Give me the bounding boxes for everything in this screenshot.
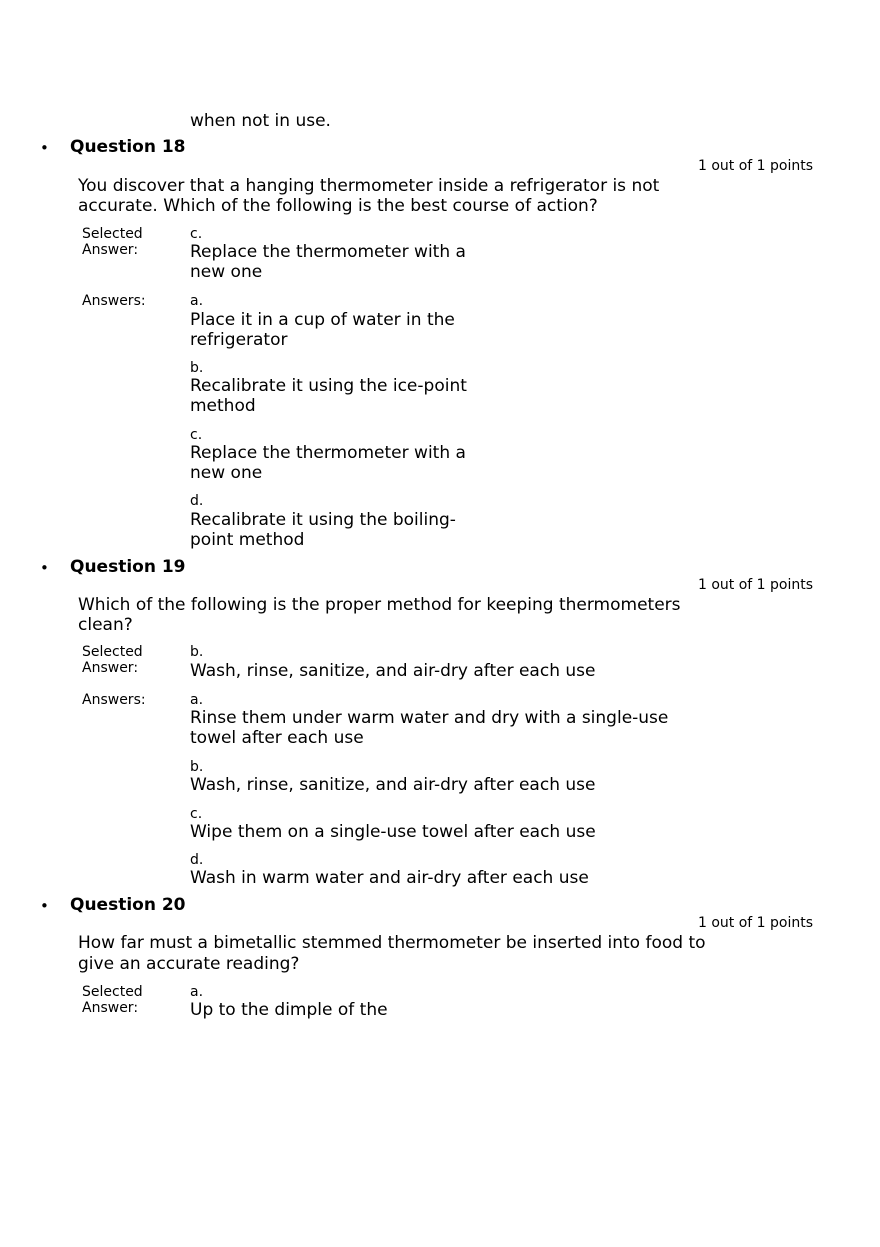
answer-text: Wipe them on a single-use towel after each use bbox=[190, 822, 596, 842]
question-prompt-line: clean? bbox=[78, 615, 133, 635]
answer-letter: a. bbox=[190, 692, 204, 708]
question-points: 1 out of 1 points bbox=[698, 915, 814, 931]
answer-letter: c. bbox=[190, 427, 203, 443]
question-title: Question 19 bbox=[70, 557, 186, 577]
bullet-icon: • bbox=[40, 559, 49, 577]
continuation-text: when not in use. bbox=[190, 111, 331, 131]
question-prompt-line: accurate. Which of the following is the best course of action? bbox=[78, 196, 598, 216]
question-prompt-line: How far must a bimetallic stemmed thermometer be inserted into food to bbox=[78, 933, 706, 953]
answer-letter: b. bbox=[190, 360, 204, 376]
selected-answer-label: Selected Answer: bbox=[82, 644, 143, 676]
answer-letter: d. bbox=[190, 852, 204, 868]
answer-text: Replace the thermometer with a new one bbox=[190, 443, 466, 483]
answer-letter: c. bbox=[190, 806, 203, 822]
answer-text: Wash in warm water and air-dry after each use bbox=[190, 868, 589, 888]
selected-answer-text: Wash, rinse, sanitize, and air-dry after each use bbox=[190, 661, 596, 681]
answer-text: Recalibrate it using the ice-point method bbox=[190, 376, 467, 416]
selected-answer-text: Up to the dimple of the bbox=[190, 1000, 388, 1020]
answer-letter: d. bbox=[190, 493, 204, 509]
question-prompt-line: Which of the following is the proper method for keeping thermometers bbox=[78, 595, 681, 615]
selected-answer-label: Selected Answer: bbox=[82, 984, 143, 1016]
question-title: Question 18 bbox=[70, 137, 186, 157]
answers-label: Answers: bbox=[82, 293, 146, 309]
answer-text: Place it in a cup of water in the refrigerator bbox=[190, 310, 455, 350]
selected-answer-text: Replace the thermometer with a new one bbox=[190, 242, 466, 282]
bullet-icon: • bbox=[40, 897, 49, 915]
answer-text: Wash, rinse, sanitize, and air-dry after each use bbox=[190, 775, 596, 795]
answer-text: Recalibrate it using the boiling- point method bbox=[190, 510, 456, 550]
question-points: 1 out of 1 points bbox=[698, 158, 814, 174]
selected-answer-letter: c. bbox=[190, 226, 203, 242]
answer-letter: a. bbox=[190, 293, 204, 309]
answers-label: Answers: bbox=[82, 692, 146, 708]
selected-answer-label: Selected Answer: bbox=[82, 226, 143, 258]
answer-text: Rinse them under warm water and dry with a single-use towel after each use bbox=[190, 708, 669, 748]
question-points: 1 out of 1 points bbox=[698, 577, 814, 593]
selected-answer-letter: a. bbox=[190, 984, 204, 1000]
question-prompt-line: give an accurate reading? bbox=[78, 954, 300, 974]
question-prompt-line: You discover that a hanging thermometer inside a refrigerator is not bbox=[78, 176, 660, 196]
question-title: Question 20 bbox=[70, 895, 186, 915]
selected-answer-letter: b. bbox=[190, 644, 204, 660]
bullet-icon: • bbox=[40, 139, 49, 157]
answer-letter: b. bbox=[190, 759, 204, 775]
